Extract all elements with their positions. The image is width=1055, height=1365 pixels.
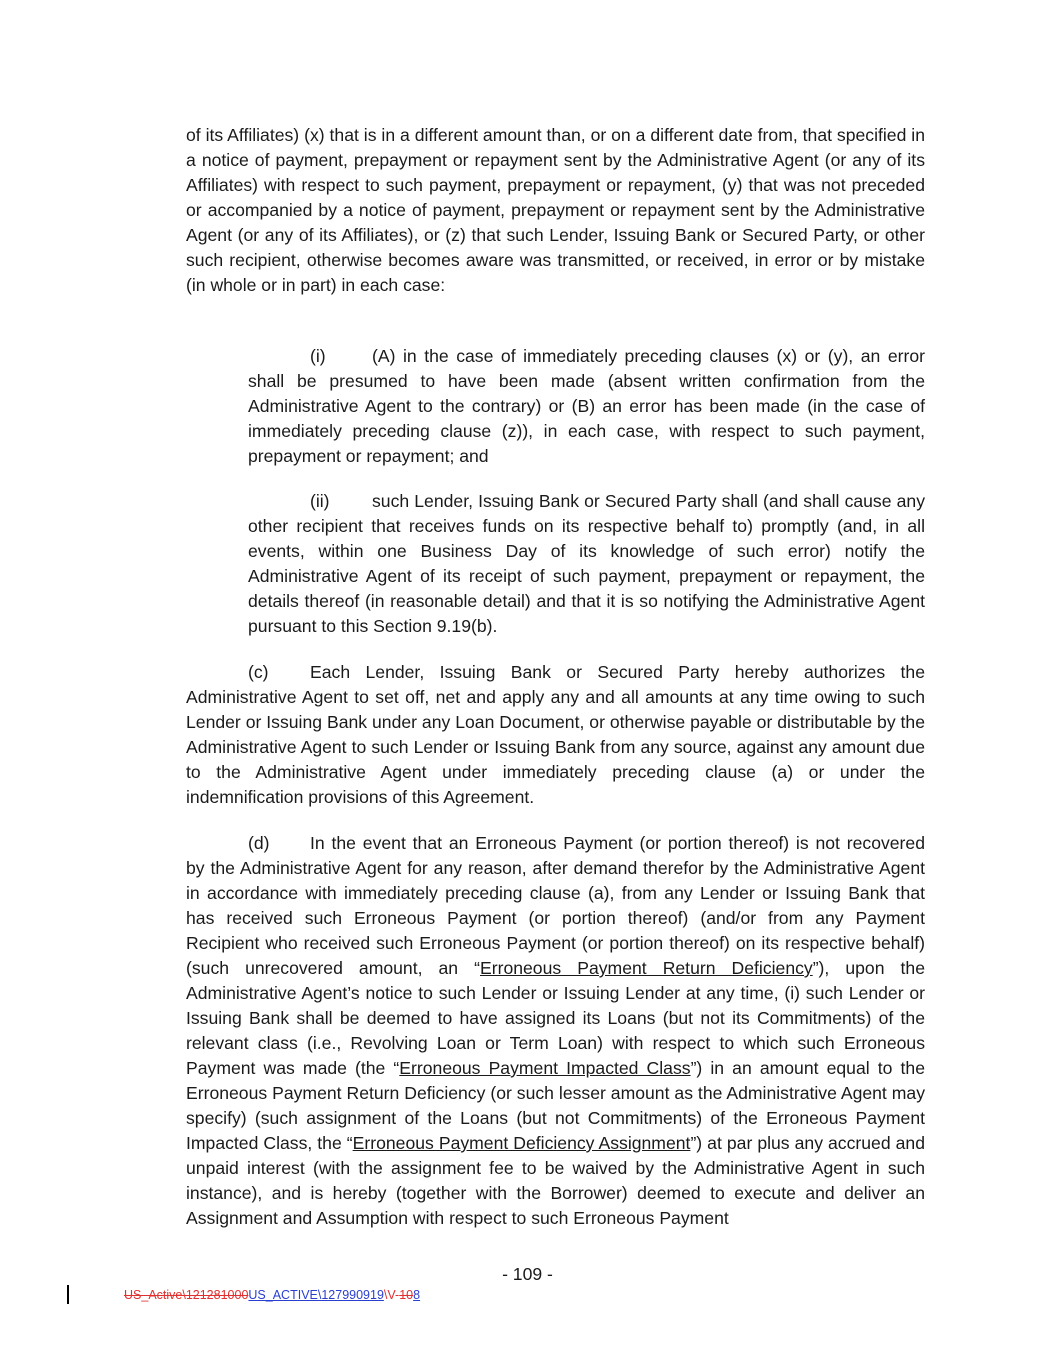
clause-i-text: (A) in the case of immediately preceding clauses (x) or (y), an error shall be presumed to have been made (absent written confirmation from the Administrative Agent to the contrary) or (B) an error has been made (in the case of immediately preceding clause (z)), in each case, with respect to such payment, prepayment or repayment; and (248, 346, 925, 466)
clause-d-text-1: In the event that an Erroneous Payment (or portion thereof) is not recovered by the Administrative Agent for any reason, after demand therefor by the Administrative Agent in accordance with immediately preceding clause (a), from any Lender or Issuing Bank that has received such Erroneous Payment (or portion thereof) (and/or from any Payment Recipient who received such Erroneous Payment (or portion thereof) on its respective behalf) (such unrecovered amount, an “ (186, 833, 925, 978)
footer-deleted-id: US_Active\121281000 (124, 1288, 249, 1302)
clause-d (186, 831, 925, 1231)
clause-i (248, 344, 925, 469)
footer-inserted-id: US_ACTIVE\127990919 (248, 1288, 384, 1302)
clause-d-text-4: ”) at par plus any accrued and unpaid interest (with the assignment fee to be waived by the Administrative Agent in such instance), and is hereby (together with the Borrower) deemed to execute and deliver an Assignment and Assumption with respect to such Erroneous Payment (186, 1133, 925, 1228)
clause-d-text-3: ”) in an amount equal to the Erroneous Payment Return Deficiency (or such lesser amount as the Administrative Agent may specify) (such assignment of the Loans (but not Commitments) of the Erroneous Payment Impacted Class, the “ (186, 1058, 925, 1153)
defined-term-impacted-class: Erroneous Payment Impacted Class (399, 1058, 691, 1078)
page-number: - 109 - (502, 1264, 553, 1284)
footer-inserted-version: 8 (413, 1288, 421, 1302)
footer-version-prefix: \V- (383, 1288, 400, 1302)
clause-i-number: (i) (310, 346, 326, 366)
clause-c-text: Each Lender, Issuing Bank or Secured Party hereby authorizes the Administrative Agent to set off, net and apply any and all amounts at any time owing to such Lender or Issuing Bank under any Loan Document, or otherwise payable or distributable by the Administrative Agent to such Lender or Issuing Bank from any source, against any amount due to the Administrative Agent under immediately preceding clause (a) or under the indemnification provisions of this Agreement. (186, 662, 925, 807)
document-footer-id (124, 1287, 420, 1303)
clause-ii (248, 489, 925, 639)
clause-ii-text: such Lender, Issuing Bank or Secured Party shall (and shall cause any other recipient that receives funds on its respective behalf to) promptly (and, in all events, within one Business Day of its knowledge of such error) notify the Administrative Agent of its receipt of such payment, prepayment or repayment, the details thereof (in reasonable detail) and that it is so notifying the Administrative Agent pursuant to this Section 9.19(b). (248, 491, 925, 636)
defined-term-return-deficiency: Erroneous Payment Return Deficiency (480, 958, 813, 978)
clause-c (186, 660, 925, 810)
clause-ii-number: (ii) (310, 491, 330, 511)
footer-deleted-version: 10 (399, 1288, 414, 1302)
intro-paragraph: of its Affiliates) (x) that is in a different amount than, or on a different date from, that specified in a notice of payment, prepayment or repayment sent by the Administrative Agent (or any of its Affiliates) with respect to such payment, prepayment or repayment, (y) that was not preceded or accompanied by a notice of payment, prepayment or repayment sent by the Administrative Agent (or any of its Affiliates), or (z) that such Lender, Issuing Bank or Secured Party, or other such recipient, otherwise becomes aware was transmitted, or received, in error or by mistake (in whole or in part) in each case: (186, 125, 925, 295)
change-bar (67, 1285, 69, 1304)
clause-d-text-2: ”), upon the Administrative Agent’s notice to such Lender or Issuing Lender at any time, (i) such Lender or Issuing Bank shall be deemed to have assigned its Loans (but not its Commitments) of the relevant class (i.e., Revolving Loan or Term Loan) with respect to which such Erroneous Payment was made (the “ (186, 958, 925, 1078)
clause-c-number: (c) (248, 662, 269, 682)
defined-term-deficiency-assignment: Erroneous Payment Deficiency Assignment (352, 1133, 691, 1153)
clause-d-number: (d) (248, 833, 270, 853)
